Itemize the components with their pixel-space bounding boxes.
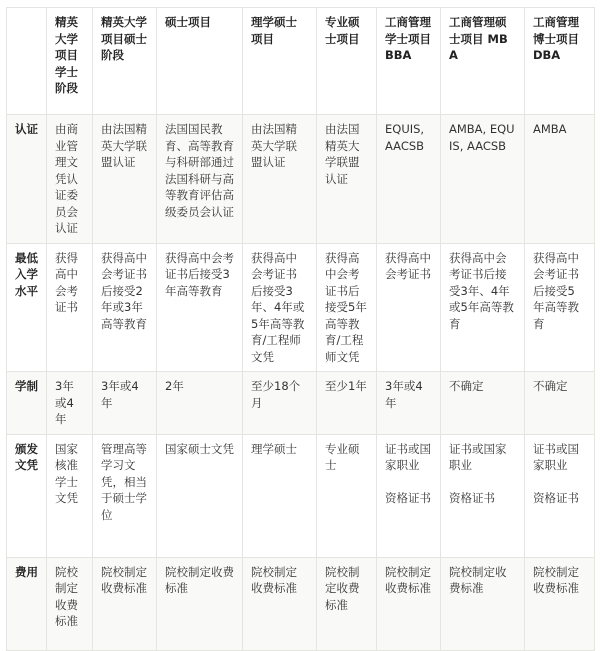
table-cell: 院校制定收费标准 bbox=[157, 557, 243, 650]
table-cell: 获得高中会考证书后接受5年高等教育/工程师文凭 bbox=[317, 243, 377, 372]
table-row-min-entry-level bbox=[7, 243, 595, 372]
cell-paragraph: 证书或国家职业 bbox=[449, 441, 507, 472]
table-cell bbox=[377, 434, 441, 557]
column-header-bba: 工商管理学士项目 BBA bbox=[377, 8, 441, 115]
table-cell: 由法国精英大学联盟认证 bbox=[243, 115, 317, 244]
table-cell: EQUIS, AACSB bbox=[377, 115, 441, 244]
table-cell: 3年或4年 bbox=[47, 372, 93, 435]
table-cell bbox=[525, 434, 595, 557]
table-cell: 由商业管理文凭认证委员会认证 bbox=[47, 115, 93, 244]
cell-paragraph: 证书或国家职业 bbox=[385, 441, 431, 472]
cell-paragraph: 资格证书 bbox=[449, 490, 495, 505]
row-header: 最低入学水平 bbox=[7, 243, 47, 372]
table-cell: 由法国精英大学联盟认证 bbox=[317, 115, 377, 244]
table-cell: 3年或4年 bbox=[377, 372, 441, 435]
table-cell: 不确定 bbox=[441, 372, 525, 435]
table-cell bbox=[441, 434, 525, 557]
table-cell: 获得高中会考证书后接受3年高等教育 bbox=[157, 243, 243, 372]
row-header: 费用 bbox=[7, 557, 47, 650]
table-cell: 至少18个月 bbox=[243, 372, 317, 435]
table-row-diploma bbox=[7, 434, 595, 557]
table-cell: 国家核准学士文凭 bbox=[47, 434, 93, 557]
cell-paragraph: 资格证书 bbox=[533, 490, 579, 505]
table-cell: 院校制定收费标准 bbox=[93, 557, 157, 650]
header-row bbox=[7, 8, 595, 115]
table-row-accreditation bbox=[7, 115, 595, 244]
row-header: 学制 bbox=[7, 372, 47, 435]
table-cell: 法国国民教育、高等教育与科研部通过法国科研与高等教育评估高级委员会认证 bbox=[157, 115, 243, 244]
table-cell: 2年 bbox=[157, 372, 243, 435]
table-cell: 不确定 bbox=[525, 372, 595, 435]
table-cell: 管理高等学习文凭，相当于硕士学位 bbox=[93, 434, 157, 557]
table-cell: AMBA, EQUIS, AACSB bbox=[441, 115, 525, 244]
row-header: 颁发文凭 bbox=[7, 434, 47, 557]
table-cell: 获得高中会考证书后接受2年或3年高等教育 bbox=[93, 243, 157, 372]
column-header-dba: 工商管理博士项目 DBA bbox=[525, 8, 595, 115]
table-cell: 获得高中会考证书 bbox=[377, 243, 441, 372]
column-header-elite-master: 精英大学项目硕士阶段 bbox=[93, 8, 157, 115]
corner-cell bbox=[7, 8, 47, 115]
table-cell: 至少1年 bbox=[317, 372, 377, 435]
table-row-duration bbox=[7, 372, 595, 435]
table-cell: 获得高中会考证书后接受3年、4年或5年高等教育 bbox=[441, 243, 525, 372]
table-cell: 理学硕士 bbox=[243, 434, 317, 557]
table-cell: 院校制定收费标准 bbox=[441, 557, 525, 650]
table-cell: 3年或4年 bbox=[93, 372, 157, 435]
table-row-fees bbox=[7, 557, 595, 650]
table-cell: 院校制定收费标准 bbox=[47, 557, 93, 650]
table-cell: 院校制定收费标准 bbox=[377, 557, 441, 650]
row-header: 认证 bbox=[7, 115, 47, 244]
table-cell: 国家硕士文凭 bbox=[157, 434, 243, 557]
cell-paragraph: 证书或国家职业 bbox=[533, 441, 579, 472]
program-comparison-table bbox=[6, 7, 595, 651]
table-cell: 院校制定收费标准 bbox=[243, 557, 317, 650]
table-cell: 由法国精英大学联盟认证 bbox=[93, 115, 157, 244]
column-header-msc: 理学硕士项目 bbox=[243, 8, 317, 115]
table-cell: 专业硕士 bbox=[317, 434, 377, 557]
column-header-professional-master: 专业硕士项目 bbox=[317, 8, 377, 115]
table-cell: AMBA bbox=[525, 115, 595, 244]
table-cell: 院校制定收费标准 bbox=[317, 557, 377, 650]
table-cell: 获得高中会考证书后接受5年高等教育 bbox=[525, 243, 595, 372]
table-cell: 院校制定收费标准 bbox=[525, 557, 595, 650]
column-header-elite-bachelor: 精英大学项目学士阶段 bbox=[47, 8, 93, 115]
cell-paragraph: 资格证书 bbox=[385, 490, 431, 505]
column-header-master: 硕士项目 bbox=[157, 8, 243, 115]
column-header-mba: 工商管理硕士项目 MBA bbox=[441, 8, 525, 115]
table-cell: 获得高中会考证书 bbox=[47, 243, 93, 372]
table-cell: 获得高中会考证书后接受3年、4年或5年高等教育/工程师文凭 bbox=[243, 243, 317, 372]
